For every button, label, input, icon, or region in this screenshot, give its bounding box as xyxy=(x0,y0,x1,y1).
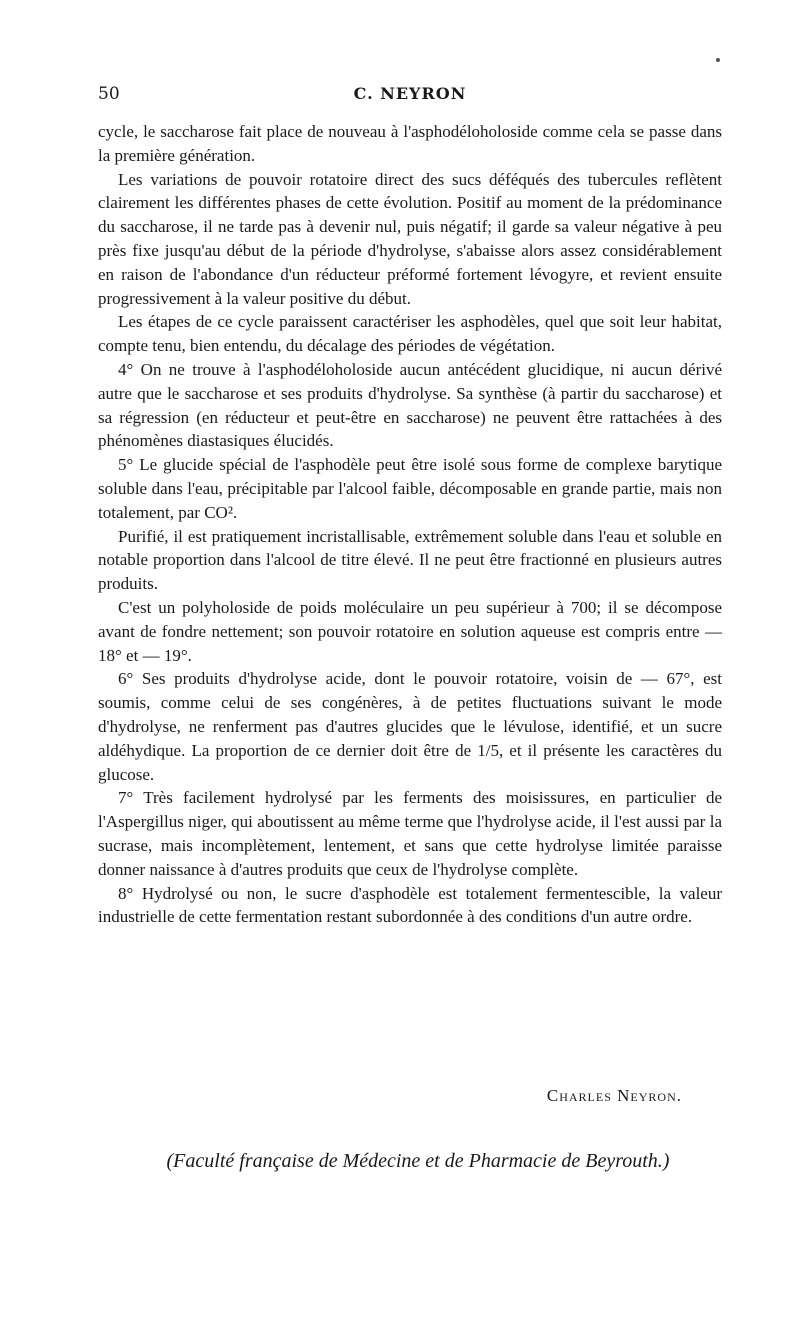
paragraph: 4° On ne trouve à l'asphodéloholoside aucun antécédent glucidique, ni aucun dérivé autre que le saccharose et ses produits d'hydrolyse. Sa synthèse (à partir du saccharose) et sa régression (en réducteur et peut-être en saccharose) ne peuvent être rattachées à des phénomènes diastasiques élucidés. xyxy=(98,359,722,451)
affiliation: (Faculté française de Médecine et de Pharmacie de Beyrouth.) xyxy=(166,1150,670,1172)
paragraph: 7° Très facilement hydrolysé par les ferments des moisissures, en particulier de l'Aspergillus niger, qui aboutissent au même terme que l'hydrolyse acide, il l'est aussi par la sucrase, mais incomplètement, lentement, et sans que cette hydrolyse limitée paraisse donner naissance à d'autres produits que ceux de l'hydrolyse complète. xyxy=(98,788,722,879)
page-header xyxy=(98,84,722,108)
paragraph: 5° Le glucide spécial de l'asphodèle peut être isolé sous forme de complexe barytique soluble dans l'eau, précipitable par l'alcool faible, décomposable en grande partie, mais non totalement, par CO². xyxy=(98,455,722,522)
paragraph: 8° Hydrolysé ou non, le sucre d'asphodèle est totalement fermentescible, la valeur industrielle de cette fermentation restant subordonnée à des conditions d'un autre ordre. xyxy=(98,883,722,927)
body-text xyxy=(98,120,722,929)
paragraph: C'est un polyholoside de poids moléculaire un peu supérieur à 700; il se décompose avant de fondre nettement; son pouvoir rotatoire en solution aqueuse est compris entre — 18° et — 19°. xyxy=(98,597,722,665)
page-number: 50 xyxy=(98,84,120,104)
author-signature: Charles Neyron. xyxy=(546,1086,682,1105)
ink-speck xyxy=(716,58,720,62)
paragraph: 6° Ses produits d'hydrolyse acide, dont le pouvoir rotatoire, voisin de — 67°, est soumis, comme celui de ses congénères, à de petites fluctuations suivant le mode d'hydrolyse, ne renferment pas d'autres glucides que le lévulose, identifié, et un sucre aldéhydique. La proportion de ce dernier doit être de 1/5, et il présente les caractères du glucose. xyxy=(98,669,722,784)
paragraph: Purifié, il est pratiquement incristallisable, extrêmement soluble dans l'eau et soluble en notable proportion dans l'alcool de titre élevé. Il ne peut être fractionné en plusieurs autres produits. xyxy=(98,526,722,594)
paragraph: Les variations de pouvoir rotatoire direct des sucs déféqués des tubercules reflètent clairement les différentes phases de cette évolution. Positif au moment de la prédominance du saccharose, il ne tarde pas à devenir nul, puis négatif; il garde sa valeur négative à peu près fixe jusqu'au début de la période d'hydrolyse, s'abaisse alors assez considérablement en raison de l'abondance d'un réducteur préformé fortement lévogyre, et revient ensuite progressivement à la valeur positive du début. xyxy=(98,169,722,308)
running-head: C. NEYRON xyxy=(353,84,467,103)
paragraph: cycle, le saccharose fait place de nouveau à l'asphodéloholoside comme cela se passe dans la première génération. xyxy=(98,122,722,165)
paragraph: Les étapes de ce cycle paraissent caractériser les asphodèles, quel que soit leur habitat, compte tenu, bien entendu, du décalage des périodes de végétation. xyxy=(98,312,722,356)
